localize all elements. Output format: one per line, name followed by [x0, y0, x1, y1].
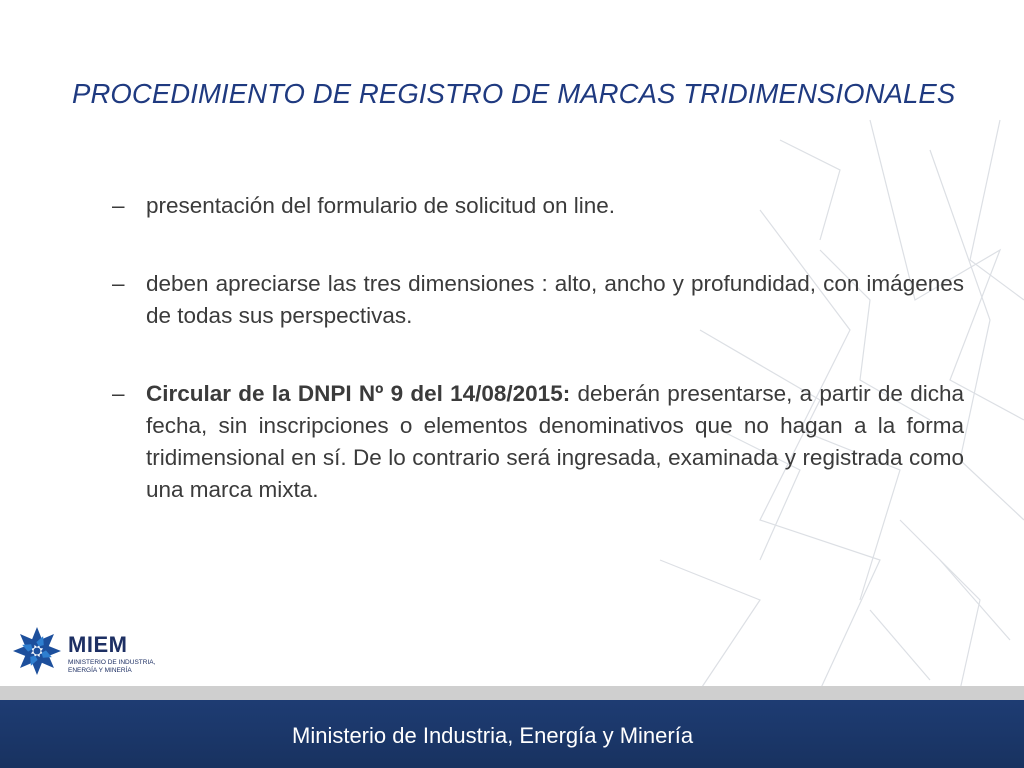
- bullet-text: deben apreciarse las tres dimensiones : alto, ancho y profundidad, con imágenes de todas sus perspectivas.: [146, 271, 964, 328]
- miem-star-logo-icon: [12, 626, 62, 676]
- logo-name: MIEM: [68, 632, 128, 657]
- footer-text: Ministerio de Industria, Energía y Minería: [292, 723, 694, 748]
- bullet-text: presentación del formulario de solicitud on line.: [146, 193, 616, 218]
- bullet-item: [112, 268, 964, 332]
- bullet-text: deberán presentarse, a partir de dicha fecha, sin inscripciones o elementos denominativos que no hagan a la forma tridimensional en sí. De lo contrario será ingresada, examinada y registrada como una marca mixta.: [146, 381, 964, 502]
- bullet-marker: –: [112, 381, 125, 406]
- bullet-marker: –: [112, 193, 125, 218]
- miem-logo: [12, 622, 162, 684]
- bullet-text-container: [146, 378, 964, 506]
- logo-subtitle: MINISTERIO DE INDUSTRIA, ENERGÍA Y MINERÍA: [68, 659, 156, 674]
- bullet-item: [112, 378, 964, 506]
- bullet-marker: –: [112, 271, 125, 296]
- footer-bar: [0, 700, 1024, 768]
- slide-title: PROCEDIMIENTO DE REGISTRO DE MARCAS TRIDIMENSIONALES: [72, 78, 956, 109]
- footer-separator: [0, 686, 1024, 700]
- bullet-list: [112, 190, 964, 506]
- bullet-item: [112, 190, 964, 222]
- circular-reference: Circular de la DNPI Nº 9 del 14/08/2015:: [146, 381, 571, 406]
